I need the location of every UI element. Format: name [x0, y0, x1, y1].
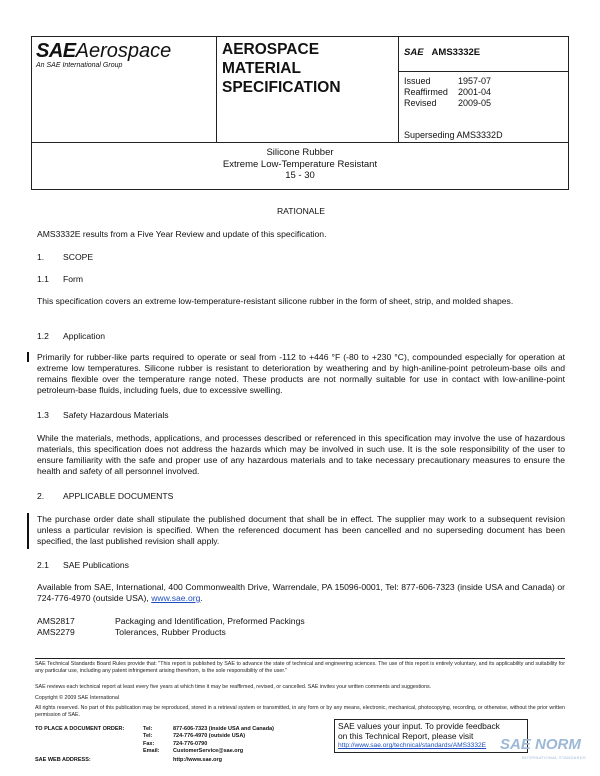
section-2-1-text: [37, 582, 565, 604]
contact-key: Fax:: [143, 740, 155, 747]
order-contact-block: [35, 726, 274, 756]
subject-line: 15 - 30: [285, 170, 315, 181]
reference-item: [37, 627, 565, 638]
title-line: SPECIFICATION: [222, 79, 341, 96]
footer-rights-text: All rights reserved. No part of this publication may be reproduced, stored in a retrieval system or transmitted, in any form or by any means, electronic, mechanical, photocopying, recording, or otherwise, without the prior written permission of SAE.: [35, 705, 565, 718]
order-label: TO PLACE A DOCUMENT ORDER:: [35, 726, 125, 732]
section-1-3-heading: [37, 410, 565, 421]
date-label: Issued: [404, 76, 431, 86]
reference-code: AMS2817: [37, 616, 75, 626]
sae-website-link[interactable]: www.sae.org: [151, 593, 201, 603]
section-title: SAE Publications: [63, 560, 129, 570]
section-title: Safety Hazardous Materials: [63, 410, 169, 420]
contact-email[interactable]: CustomerService@sae.org: [173, 748, 244, 755]
date-row: [404, 87, 491, 98]
section-title: SCOPE: [63, 252, 94, 262]
title-line: AEROSPACE: [222, 41, 320, 58]
section-title: Application: [63, 331, 106, 341]
sae-norm-watermark: SAE NORM: [500, 736, 581, 753]
document-number: [404, 47, 480, 58]
watermark-subtitle: INTERNATIONAL STANDARDS: [522, 755, 586, 760]
web-address-link[interactable]: http://www.sae.org: [173, 757, 222, 763]
subject-line: Silicone Rubber: [266, 147, 334, 158]
logo-sae: SAE: [36, 40, 76, 62]
reference-title: Packaging and Identification, Preformed Packings: [115, 616, 305, 626]
title-line: MATERIAL: [222, 60, 301, 77]
date-value: 1957-07: [458, 76, 492, 86]
reference-list: [37, 616, 565, 638]
section-1-1-heading: [37, 274, 565, 285]
section-title: Form: [63, 274, 84, 284]
rationale-heading: RATIONALE: [276, 206, 326, 216]
section-number: 1.1: [37, 274, 49, 284]
section-1-1-text: This specification covers an extreme low-temperature-resistant silicone rubber in the form of sheet, strip, and molded shapes.: [37, 296, 514, 306]
section-title: APPLICABLE DOCUMENTS: [63, 491, 174, 501]
section-2-text: The purchase order date shall stipulate the published document that shall be in effect. The supplier may work to a subsequent revision unless a particular revision is specified. When the referenced document has been cancelled and no superseding document has been specified, the last published revision shall apply.: [37, 514, 565, 546]
date-row: [404, 98, 491, 109]
date-label: Revised: [404, 98, 437, 108]
doc-prefix: SAE: [404, 47, 424, 58]
feedback-text: on this Technical Report, please visit: [338, 730, 474, 741]
header-divider: [398, 37, 399, 142]
web-address-label: SAE WEB ADDRESS:: [35, 757, 91, 763]
header-divider: [398, 71, 568, 72]
section-number: 1.: [37, 252, 45, 262]
contact-key: Tel:: [143, 733, 153, 740]
section-number: 1.3: [37, 410, 49, 420]
date-value: 2009-05: [458, 98, 492, 108]
feedback-link[interactable]: http://www.sae.org/technical/standards/AMS3332E: [338, 742, 487, 750]
footer-copyright: Copyright © 2009 SAE International: [35, 695, 119, 701]
reference-item: [37, 616, 565, 627]
section-2-1-heading: [37, 560, 565, 571]
footer-review-text: SAE reviews each technical report at least every five years at which time it may be reaffirmed, revised, or cancelled. SAE invites your written comments and suggestions.: [35, 684, 432, 690]
section-2-heading: [37, 491, 565, 502]
section-1-2-heading: [37, 331, 565, 342]
reference-code: AMS2279: [37, 627, 75, 637]
logo-word: Aerospace: [75, 40, 172, 62]
doc-number: AMS3332E: [431, 47, 481, 58]
section-number: 2.: [37, 491, 45, 501]
section-number: 1.2: [37, 331, 49, 341]
date-block: [404, 76, 491, 109]
rationale-text: AMS3332E results from a Five Year Review and update of this specification.: [37, 229, 327, 239]
document-type-title: [222, 40, 392, 97]
sae-address-text: Available from SAE, International, 400 Commonwealth Drive, Warrendale, PA 15096-0001, Tel: 877-606-7323 (inside USA and Canada) or 724-776-4970 (outside USA),: [37, 582, 565, 603]
header-divider: [216, 37, 217, 142]
contact-value: 724-776-4970 (outside USA): [173, 733, 246, 740]
contact-key: Tel:: [143, 726, 153, 732]
revision-bar: [27, 352, 29, 362]
header-table: [31, 36, 569, 143]
footer-divider: [35, 658, 565, 659]
subject-box: [31, 142, 569, 190]
feedback-box: [334, 719, 528, 753]
web-address-row: [35, 757, 222, 763]
section-1-heading: [37, 252, 565, 263]
feedback-text: SAE values your input. To provide feedback: [338, 721, 500, 731]
section-1-3-text: While the materials, methods, applications, and processes described or referenced in this specification may involve the use of hazardous materials, this specification does not address the hazards which may be involved in such use. It is the sole responsibility of the user to ensure familiarity with the safe and proper use of any hazardous materials and to take necessary precautionary measures to ensure the health and safety of all personnel involved.: [37, 433, 565, 476]
contact-value: 877-606-7323 (inside USA and Canada): [173, 726, 274, 732]
date-value: 2001-04: [458, 87, 492, 97]
reference-title: Tolerances, Rubber Products: [115, 627, 226, 637]
footer-rules-text: SAE Technical Standards Board Rules provide that: "This report is published by SAE to advance the state of technical and engineering sciences. The use of this report is entirely voluntary, and its applicability and suitability for any particular use, including any patent infringement arising therefrom, is the sole responsibility of the user.": [35, 661, 565, 674]
section-1-2-text: Primarily for rubber-like parts required to operate or seal from -112 to +446 °F (-80 to +230 °C), compounded especially for operation at extreme low temperatures. Silicone rubber is resistant to deterioration by weathering and by high-aniline-point petroleum-base oils and remains flexible over the temperature range noted. These products are not normally suitable for use in contact with low-aniline-point petroleum-base fluids, including fuels, due to excessive swelling.: [37, 352, 565, 395]
contact-key: Email:: [143, 748, 160, 755]
contact-value: 724-776-0790: [173, 740, 208, 747]
revision-bar: [27, 513, 29, 549]
punctuation: .: [200, 593, 203, 603]
date-label: Reaffirmed: [404, 87, 448, 97]
subject-line: Extreme Low-Temperature Resistant: [222, 158, 378, 170]
logo-subtitle: An SAE International Group: [36, 62, 123, 69]
section-number: 2.1: [37, 560, 49, 570]
sae-aerospace-logo: [36, 41, 171, 69]
date-row: [404, 76, 491, 87]
superseding-note: Superseding AMS3332D: [404, 130, 503, 140]
